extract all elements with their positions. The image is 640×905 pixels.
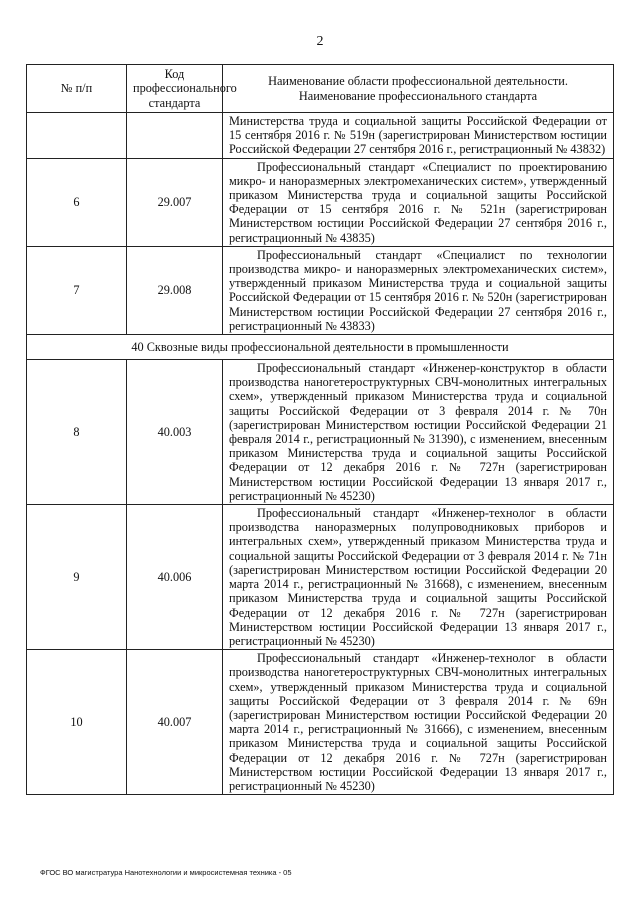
standard-text: Профессиональный стандарт «Инженер-технолог в области производства наногетероструктурных СВЧ-монолитных интегральных схем», утвержденный приказом Министерства труда и социальной защиты Российской Федерации от 3 февраля 2014 г. № 69н (зарегистрирован Министерством юстиции Российской Федерации 20 марта 2014 г., регистрационный № 31666), с изменением, внесенным приказом Министерства труда и социальной защиты Российской Федерации от 12 декабря 2016 г. № 727н (зарегистрирован Министерством юстиции Российской Федерации 13 января 2017 г., регистрационный № 45230) bbox=[229, 651, 607, 793]
standard-text: Профессиональный стандарт «Инженер-конструктор в области производства наногетероструктурных СВЧ-монолитных интегральных схем», утвержденный приказом Министерства труда и социальной защиты Российской Федерации от 3 февраля 2014 г. № 70н (зарегистрирован Министерством юстиции Российской Федерации 21 февраля 2014 г., регистрационный № 31390), с изменением, внесенным приказом Министерства труда и социальной защиты Российской Федерации от 12 декабря 2016 г. № 727н (зарегистрирован Министерством юстиции Российской Федерации 13 января 2017 г., регистрационный № 45230) bbox=[229, 361, 607, 503]
cell-text bbox=[223, 158, 614, 246]
standard-text: Профессиональный стандарт «Специалист по технологии производства микро- и наноразмерных электромеханических систем», утвержденный приказом Министерства труда и социальной защиты Российской Федерации от 15 сентября 2016 г. № 520н (зарегистрирован Министерством юстиции Российской Федерации 27 сентября 2016 г., регистрационный № 43833) bbox=[229, 247, 607, 333]
cell-text bbox=[223, 650, 614, 795]
cell-num bbox=[27, 113, 127, 159]
standard-text: Профессиональный стандарт «Специалист по проектированию микро- и наноразмерных электромеханических систем», утвержденный приказом Министерства труда и социальной защиты Российской Федерации от 15 сентября 2016 г. № 521н (зарегистрирован Министерством юстиции Российской Федерации 27 сентября 2016 г., регистрационный № 43835) bbox=[229, 159, 607, 245]
cell-code: 29.007 bbox=[127, 158, 223, 246]
cell-code: 40.006 bbox=[127, 505, 223, 650]
footer-note: ФГОС ВО магистратура Нанотехнологии и микросистемная техника - 05 bbox=[40, 868, 292, 877]
cell-num: 6 bbox=[27, 158, 127, 246]
header-num: № п/п bbox=[27, 65, 127, 113]
cell-text bbox=[223, 113, 614, 159]
standard-text: Профессиональный стандарт «Инженер-технолог в области производства наноразмерных полупроводниковых приборов и интегральных схем», утвержденный приказом Министерства труда и социальной защиты Российской Федерации от 3 февраля 2014 г. № 71н (зарегистрирован Министерством юстиции Российской Федерации 20 марта 2014 г., регистрационный № 31668), с изменением, внесенным приказом Министерства труда и социальной защиты Российской Федерации от 12 декабря 2016 г. № 727н (зарегистрирован Министерством юстиции Российской Федерации 13 января 2017 г., регистрационный № 45230) bbox=[229, 506, 607, 648]
table-row bbox=[27, 360, 614, 505]
table-row bbox=[27, 650, 614, 795]
professional-standards-table bbox=[26, 64, 614, 795]
cell-num: 10 bbox=[27, 650, 127, 795]
cell-text bbox=[223, 360, 614, 505]
cell-num: 9 bbox=[27, 505, 127, 650]
table-row-continuation bbox=[27, 113, 614, 159]
continuation-text: Министерства труда и социальной защиты Российской Федерации от 15 сентября 2016 г. № 519н (зарегистрирован Министерством юстиции Российской Федерации 27 сентября 2016 г., регистрационный № 43832) bbox=[229, 114, 607, 157]
cell-text bbox=[223, 505, 614, 650]
cell-text bbox=[223, 246, 614, 334]
table-header-row bbox=[27, 65, 614, 113]
cell-code: 40.007 bbox=[127, 650, 223, 795]
section-row bbox=[27, 335, 614, 360]
cell-code: 40.003 bbox=[127, 360, 223, 505]
page-number: 2 bbox=[316, 34, 324, 49]
table-row bbox=[27, 158, 614, 246]
cell-num: 8 bbox=[27, 360, 127, 505]
cell-code bbox=[127, 113, 223, 159]
table-row bbox=[27, 505, 614, 650]
cell-num: 7 bbox=[27, 246, 127, 334]
section-title: 40 Сквозные виды профессиональной деятельности в промышленности bbox=[27, 335, 614, 360]
header-name: Наименование области профессиональной деятельности. Наименование профессионального стандарта bbox=[223, 65, 614, 113]
cell-code: 29.008 bbox=[127, 246, 223, 334]
header-code: Код профессионального стандарта bbox=[127, 65, 223, 113]
table-row bbox=[27, 246, 614, 334]
